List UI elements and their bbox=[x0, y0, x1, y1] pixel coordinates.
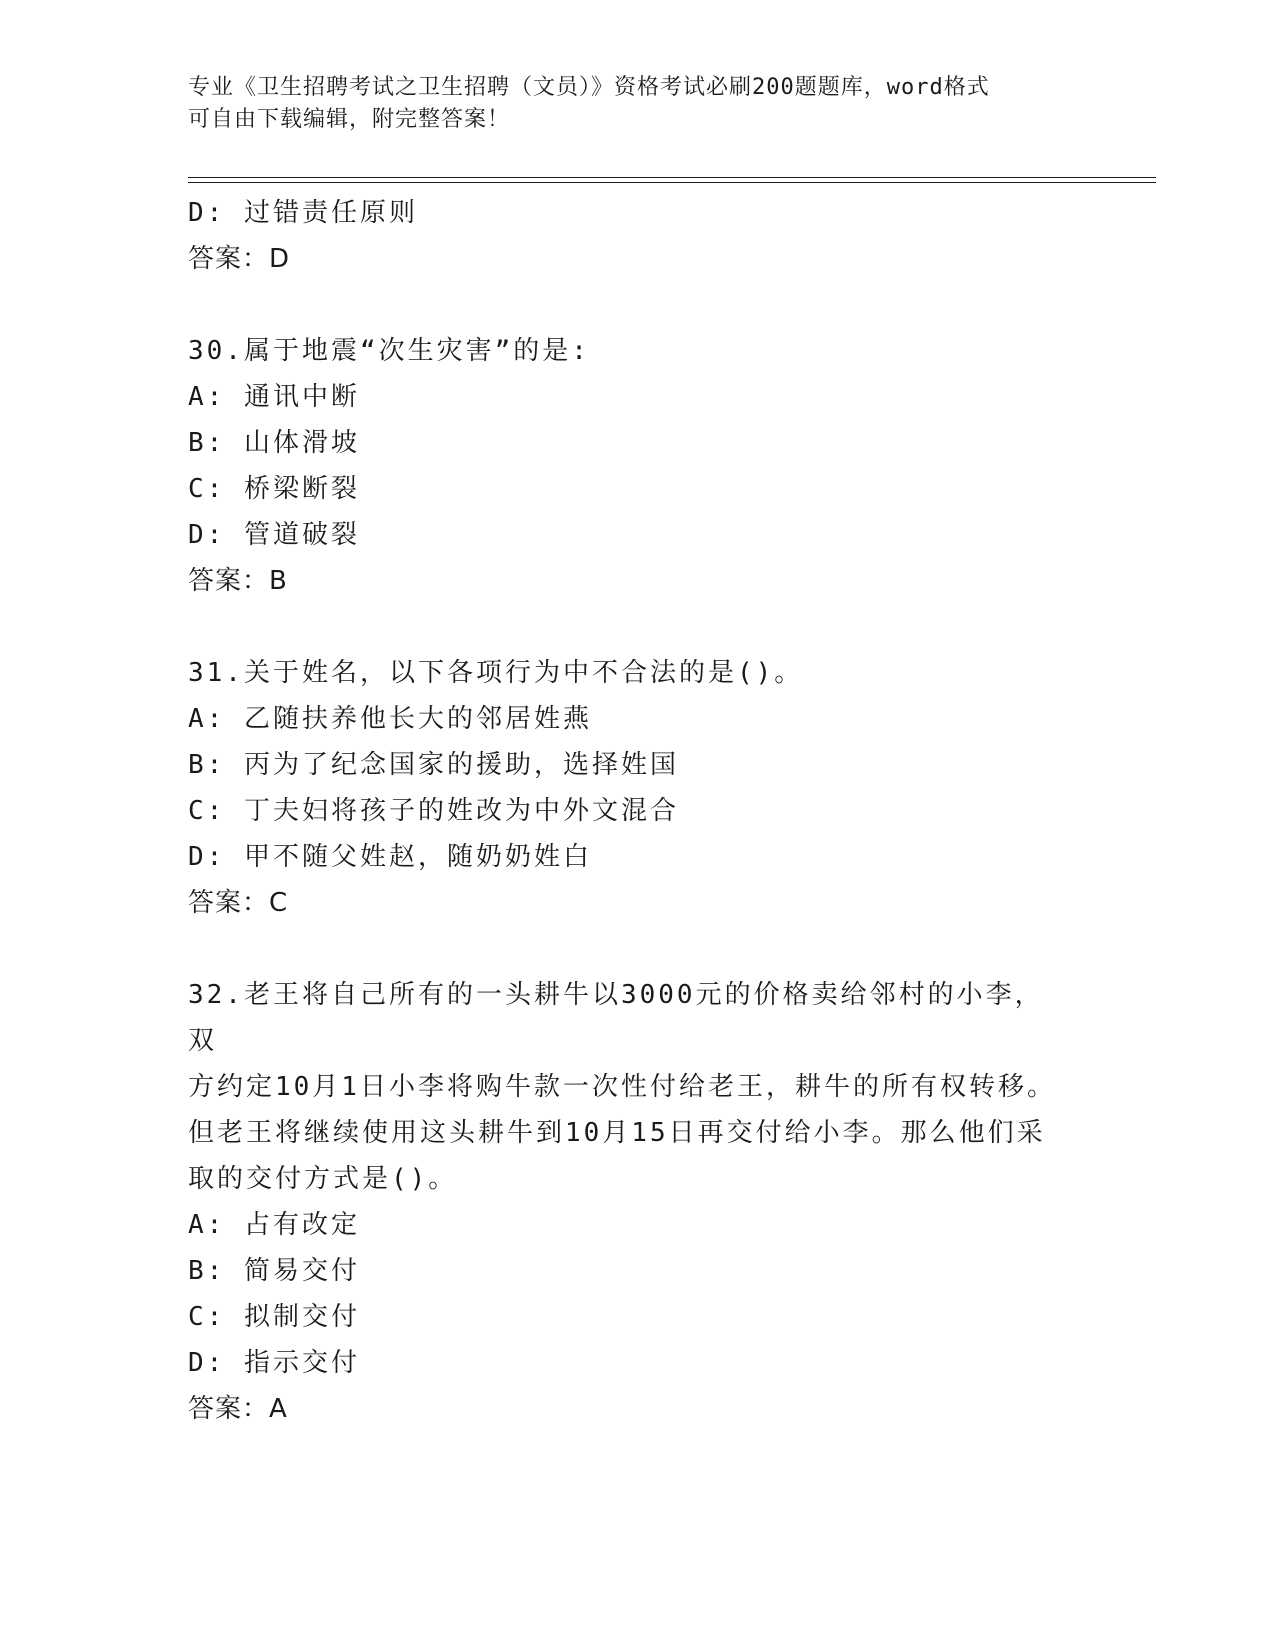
header-line-2: 可自由下载编辑，附完整答案！ bbox=[188, 107, 511, 132]
option-b: B: 山体滑坡 bbox=[188, 428, 360, 458]
header-divider-bottom bbox=[188, 182, 1156, 183]
question-stem: 30.属于地震“次生灾害”的是: bbox=[188, 336, 590, 366]
option-d: D: 指示交付 bbox=[188, 1348, 360, 1378]
option-c: C: 拟制交付 bbox=[188, 1302, 360, 1332]
answer-line: 答案：C bbox=[188, 888, 289, 918]
option-d: D: 管道破裂 bbox=[188, 520, 360, 550]
question-content bbox=[188, 190, 1068, 1432]
question-30 bbox=[188, 328, 1068, 604]
question-31 bbox=[188, 650, 1068, 926]
option-c: C: 丁夫妇将孩子的姓改为中外文混合 bbox=[188, 796, 679, 826]
option-a: A: 通讯中断 bbox=[188, 382, 360, 412]
spacer bbox=[188, 604, 1068, 650]
answer-line: 答案：A bbox=[188, 1394, 288, 1424]
spacer bbox=[188, 926, 1068, 972]
option-d: D: 过错责任原则 bbox=[188, 198, 418, 228]
question-stem: 31.关于姓名，以下各项行为中不合法的是()。 bbox=[188, 658, 804, 688]
header-divider-top bbox=[188, 177, 1156, 178]
carryover-block bbox=[188, 190, 1068, 282]
option-b: B: 丙为了纪念国家的援助，选择姓国 bbox=[188, 750, 679, 780]
document-header bbox=[188, 72, 1068, 136]
option-b: B: 简易交付 bbox=[188, 1256, 360, 1286]
option-a: A: 乙随扶养他长大的邻居姓燕 bbox=[188, 704, 592, 734]
answer-line: 答案：D bbox=[188, 244, 291, 274]
spacer bbox=[188, 282, 1068, 328]
answer-line: 答案：B bbox=[188, 566, 288, 596]
option-c: C: 桥梁断裂 bbox=[188, 474, 360, 504]
option-d: D: 甲不随父姓赵，随奶奶姓白 bbox=[188, 842, 592, 872]
question-32 bbox=[188, 972, 1068, 1432]
option-a: A: 占有改定 bbox=[188, 1210, 360, 1240]
header-line-1: 专业《卫生招聘考试之卫生招聘（文员）》资格考试必刷200题题库，word格式 bbox=[188, 75, 990, 100]
question-stem: 32.老王将自己所有的一头耕牛以3000元的价格卖给邻村的小李，双 方约定10月1日小李将购牛款一次性付给老王，耕牛的所有权转移。 但老王将继续使用这头耕牛到10月15日再交付给小李。那么他们采 取的交付方式是()。 bbox=[188, 980, 1056, 1194]
